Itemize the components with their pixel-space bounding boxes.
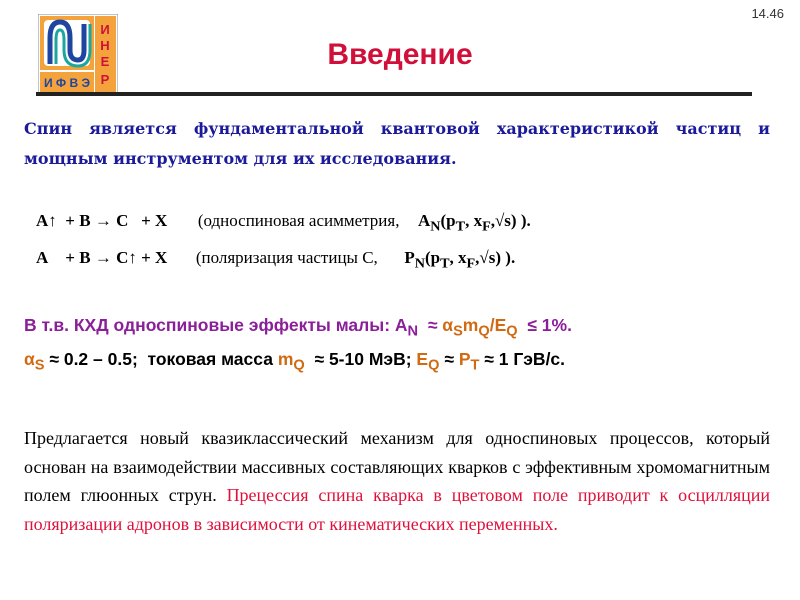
- slide-title: Введение: [327, 38, 473, 71]
- logo-letter-i: И: [100, 22, 110, 37]
- logo-letter-r: Р: [100, 72, 110, 87]
- slide-number: 14.46: [751, 6, 784, 21]
- mechanism-paragraph: [24, 424, 770, 538]
- title-divider: [36, 92, 752, 96]
- paragraph-highlight: Прецессия спина кварка в цветовом поле приводит к осцилляции поляризации адронов в зависимости от кинематических переменных.: [24, 485, 770, 534]
- qcd-parameters: $\alpha_S \approx 0.2 - 0.5$; токовая масса $m_Q \approx 5-10$ МэВ; $E_Q \approx P_T \approx 1$ ГэВ/с.: [24, 349, 566, 374]
- equation-polarization: A + B → C↑ + X (поляризация частицы C, $P_N(p_T$, $x_F,√s$) ).: [36, 248, 516, 272]
- equation-single-spin-asymmetry: A↑ + B → C + X (односпиновая асимметрия, $A_N(p_T$, $x_F,√s$) ).: [36, 211, 531, 235]
- equation-description: (односпиновая асимметрия,: [197, 211, 400, 230]
- logo-letter-n: Н: [100, 38, 110, 53]
- qcd-statement: В т.в. КХД односпиновые эффекты малы: $A_N \approx \alpha_Sm_Q/E_Q \le 1\%$.: [24, 315, 572, 340]
- up-arrow: ↑: [128, 248, 137, 267]
- up-arrow: ↑: [48, 211, 57, 230]
- logo-letter-e: Е: [100, 54, 110, 69]
- logo-ifve-text: И Ф В Э: [43, 76, 91, 90]
- equation-description: (поляризация частицы C,: [195, 248, 378, 267]
- paragraph-text: Предлагается новый квазиклассический механизм для односпиновых процессов, который основан на взаимодействии массивных составляющих кварков с эффективным хромомагнитным полем глюонных струн.: [24, 428, 770, 506]
- intro-text: Спин является фундаментальной квантовой характеристикой частиц и мощным инструментом для их исследования.: [24, 119, 770, 168]
